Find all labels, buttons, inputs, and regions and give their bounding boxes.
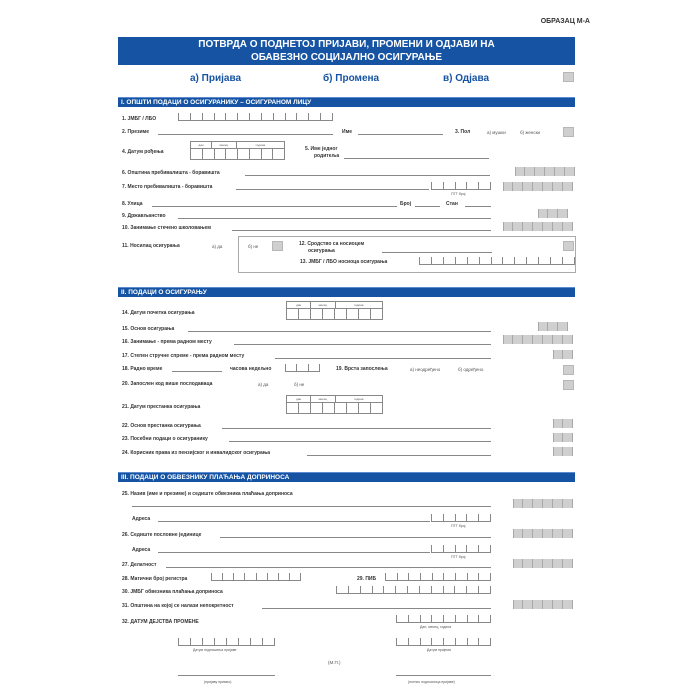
birth-date-label: 4. Датум рођења xyxy=(122,149,164,155)
jmbg-input[interactable] xyxy=(178,113,333,121)
place-label: 7. Место пребивалишта - боравишта xyxy=(122,184,213,190)
municipality-input[interactable] xyxy=(245,175,490,176)
birth-date-input[interactable] xyxy=(190,141,285,160)
apartment-input[interactable] xyxy=(465,206,491,207)
change-date-hint: Дан, месец, година xyxy=(420,625,452,629)
special-data-input[interactable] xyxy=(229,441,491,442)
parent-name-label2: родитеља xyxy=(314,153,340,159)
receive-date-input[interactable] xyxy=(396,638,491,646)
section-1-header: I. ОПШТИ ПОДАЦИ О ОСИГУРАНИКУ – ОСИГУРАНОМ ЛИЦУ xyxy=(118,97,575,107)
month-header: месец xyxy=(311,302,335,308)
option-deregistration[interactable]: в) Одјава xyxy=(443,73,490,84)
pib-label: 29. ПИБ xyxy=(357,576,377,582)
holder-code-box[interactable] xyxy=(272,241,283,251)
year-header: година xyxy=(354,303,364,307)
stamp-label: (М.П.) xyxy=(328,660,341,665)
pension-user-label: 24. Корисник права из пензијског и инвалидског осигурања xyxy=(122,450,271,456)
activity-code[interactable] xyxy=(513,559,573,568)
payer-jmbg-label: 30. ЈМБГ обвезника плаћања доприноса xyxy=(122,589,223,595)
number-input[interactable] xyxy=(415,206,440,207)
insurance-basis-input[interactable] xyxy=(188,331,491,332)
activity-label: 27. Делатност xyxy=(122,562,157,568)
citizenship-input[interactable] xyxy=(178,218,491,219)
holder-jmbg-input[interactable] xyxy=(419,257,575,265)
profession-input[interactable] xyxy=(232,230,491,231)
end-basis-code[interactable] xyxy=(553,419,573,428)
holder-yes[interactable]: а) да xyxy=(212,244,223,249)
form-title-line2: ОБАВЕЗНО СОЦИЈАЛНО ОСИГУРАЊЕ xyxy=(250,52,443,63)
form-title-line1: ПОТВРДА О ПОДНЕТОЈ ПРИЈАВИ, ПРОМЕНИ И ОДЈАВИ НА xyxy=(198,39,495,50)
holder-frame xyxy=(238,236,576,273)
submitter-label: (потпис подносиоца пријаве) xyxy=(408,680,455,684)
payer-address-label: Адреса xyxy=(132,516,151,522)
holder-no[interactable]: б) не xyxy=(248,244,259,249)
insurance-start-input[interactable] xyxy=(286,301,383,320)
gender-label: 3. Пол xyxy=(455,129,471,135)
submit-date-input[interactable] xyxy=(178,638,275,646)
qualification-input[interactable] xyxy=(275,358,491,359)
option-change[interactable]: б) Промена xyxy=(323,73,380,84)
business-unit-input[interactable] xyxy=(220,537,491,538)
receiver-label: (пријаву примио) xyxy=(204,680,232,684)
form-code: ОБРАЗАЦ М-А xyxy=(540,18,590,25)
activity-input[interactable] xyxy=(166,567,491,568)
day-header: дан xyxy=(191,142,212,148)
street-input[interactable] xyxy=(152,206,397,207)
work-hours-label: 18. Радно време xyxy=(122,366,163,372)
street-label: 8. Улица xyxy=(122,201,143,207)
unit-ptt-label: ПТТ број xyxy=(451,555,466,559)
day-header: дан xyxy=(287,302,311,308)
insurance-basis-code[interactable] xyxy=(538,322,568,331)
pension-user-input[interactable] xyxy=(307,455,491,456)
receive-date-label: Датум пријема xyxy=(427,648,451,652)
special-data-label: 23. Посебни подаци о осигуранику xyxy=(122,436,208,442)
multiple-employers-label: 20. Запослен код више послодаваца xyxy=(122,381,213,387)
special-data-code[interactable] xyxy=(553,433,573,442)
registry-number-label: 28. Матични број регистра xyxy=(122,576,188,582)
work-hours-input[interactable] xyxy=(172,371,222,372)
business-unit-code[interactable] xyxy=(513,529,573,538)
option-registration[interactable]: а) Пријава xyxy=(190,73,242,84)
citizenship-label: 9. Држављанство xyxy=(122,213,166,219)
payer-ptt-label: ПТТ број xyxy=(451,524,466,528)
section-2-header: II. ПОДАЦИ О ОСИГУРАЊУ xyxy=(118,287,575,297)
property-municipality-code[interactable] xyxy=(513,600,573,609)
pib-input[interactable] xyxy=(385,573,491,581)
employment-indefinite[interactable]: а) неодређено xyxy=(410,367,441,372)
year-header: година xyxy=(354,397,364,401)
unit-address-input[interactable] xyxy=(158,552,430,553)
day-header: дан xyxy=(287,396,311,402)
payer-name-code[interactable] xyxy=(513,499,573,508)
payer-ptt-input[interactable] xyxy=(431,514,491,522)
unit-address-label: Адреса xyxy=(132,547,151,553)
month-header: месец xyxy=(212,142,237,148)
place-ptt-label: ПТТ број xyxy=(451,192,466,196)
receiver-signature-line[interactable] xyxy=(178,675,275,676)
property-municipality-label: 31. Општина на којој се налази непокретност xyxy=(122,603,234,609)
month-header: месец xyxy=(311,396,335,402)
profession-code[interactable] xyxy=(503,222,573,231)
gender-code-box[interactable] xyxy=(563,127,574,137)
place-input[interactable] xyxy=(236,189,429,190)
hours-weekly-label: часова недељно xyxy=(230,366,272,372)
parent-name-label: 5. Име једног xyxy=(305,146,338,152)
year-header: година xyxy=(255,143,266,147)
parent-name-input[interactable] xyxy=(344,158,489,159)
relation-label: 12. Сродство са носиоцем xyxy=(299,241,365,247)
change-date-input[interactable] xyxy=(396,615,491,623)
job-label: 16. Занимање - према радном месту xyxy=(122,339,212,345)
insurance-end-label: 21. Датум престанка осигурања xyxy=(122,404,201,410)
qualification-label: 17. Степен стручне спреме - према радном месту xyxy=(122,353,245,359)
employment-type-box[interactable] xyxy=(563,365,574,375)
insurance-end-input[interactable] xyxy=(286,395,383,414)
payer-name-label: 25. Назив (име и презиме) и седиште обвезника плаћања доприноса xyxy=(122,491,293,497)
relation-code-box[interactable] xyxy=(563,241,574,251)
section-3-header: III. ПОДАЦИ О ОБВЕЗНИКУ ПЛАЋАЊА ДОПРИНОСА xyxy=(118,472,575,482)
form-title-bar xyxy=(118,37,575,65)
multiple-employers-no[interactable]: б) не xyxy=(294,382,305,387)
pension-user-code[interactable] xyxy=(553,447,573,456)
multiple-employers-yes[interactable]: а) да xyxy=(258,382,269,387)
insurance-basis-label: 15. Основ осигурања xyxy=(122,326,175,332)
submit-date-label: Датум подношења пријаве xyxy=(193,648,237,652)
place-ptt-input[interactable] xyxy=(431,182,491,190)
job-input[interactable] xyxy=(234,344,491,345)
surname-label: 2. Презиме xyxy=(122,129,150,135)
relation-label2: осигурања xyxy=(308,248,335,254)
unit-ptt-input[interactable] xyxy=(431,545,491,553)
first-name-input[interactable] xyxy=(358,134,443,135)
first-name-label: Име xyxy=(342,129,353,135)
insurance-holder-label: 11. Носилац осигурања xyxy=(122,243,180,249)
citizenship-code[interactable] xyxy=(538,209,568,218)
apartment-label: Стан xyxy=(446,201,458,207)
end-basis-label: 22. Основ престанка осигурања xyxy=(122,423,201,429)
end-basis-input[interactable] xyxy=(222,428,491,429)
payer-address-input[interactable] xyxy=(158,521,430,522)
employment-type-label: 19. Врста запослења xyxy=(336,366,388,372)
surname-input[interactable] xyxy=(158,134,333,135)
number-label: Број xyxy=(400,201,412,207)
payer-name-input[interactable] xyxy=(132,506,491,507)
relation-input[interactable] xyxy=(382,252,492,253)
place-code[interactable] xyxy=(503,182,573,191)
change-date-label: 32. ДАТУМ ДЕЈСТВА ПРОМЕНЕ xyxy=(122,619,199,625)
qualification-code[interactable] xyxy=(553,350,573,359)
payer-jmbg-input[interactable] xyxy=(336,586,491,594)
job-code[interactable] xyxy=(503,335,573,344)
registry-number-input[interactable] xyxy=(211,573,301,581)
profession-label: 10. Занимање стечено школовањем xyxy=(122,225,211,231)
municipality-code[interactable] xyxy=(515,167,575,176)
gender-male[interactable]: а) мушки xyxy=(487,130,506,135)
municipality-label: 6. Општина пребивалишта - боравишта xyxy=(122,170,220,176)
business-unit-label: 26. Седиште пословне јединице xyxy=(122,532,202,538)
multiple-employers-box[interactable] xyxy=(563,380,574,390)
hours-weekly-input[interactable] xyxy=(285,364,320,372)
option-code-box[interactable] xyxy=(563,72,574,82)
jmbg-label: 1. ЈМБГ / ЛБО xyxy=(122,116,157,122)
submitter-signature-line[interactable] xyxy=(396,675,491,676)
property-municipality-input[interactable] xyxy=(262,608,491,609)
gender-female[interactable]: б) женски xyxy=(520,130,541,135)
insurance-start-label: 14. Датум почетка осигурања xyxy=(122,310,195,316)
employment-definite[interactable]: б) одређено xyxy=(458,367,484,372)
holder-jmbg-label: 13. ЈМБГ / ЛБО носиоца осигурања xyxy=(300,259,388,265)
